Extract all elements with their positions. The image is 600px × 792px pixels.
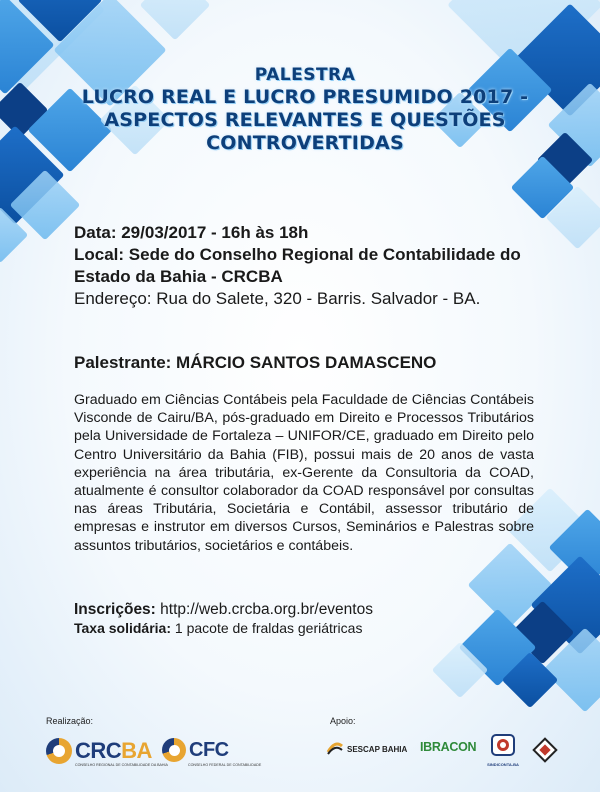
crcba-logo-text: CRCBA [75, 738, 152, 763]
registration [74, 600, 544, 638]
event-title [70, 64, 540, 155]
title-line-2: ASPECTOS RELEVANTES E QUESTÕES [104, 109, 506, 131]
title-kicker: PALESTRA [254, 65, 356, 85]
cfc-logo [162, 738, 229, 762]
sindiconta-text: SINDICONTA-BA [487, 762, 519, 767]
sescap-logo [326, 742, 407, 756]
apoio-label: Apoio: [330, 716, 356, 726]
speaker-heading: Palestrante: MÁRCIO SANTOS DAMASCENO [74, 353, 437, 372]
event-date: Data: 29/03/2017 - 16h às 18h [74, 223, 309, 242]
cfc-subtitle: CONSELHO FEDERAL DE CONTABILIDADE [188, 763, 262, 767]
cfc-logo-icon [162, 738, 186, 762]
event-venue-line1: Local: Sede do Conselho Regional de Contabilidade do [74, 245, 521, 264]
title-line-3: CONTROVERTIDAS [206, 132, 404, 154]
crcba-logo-icon [46, 738, 72, 764]
ibracon-logo: IBRACON [420, 740, 477, 754]
registration-label: Inscrições: [74, 601, 156, 618]
sindiconta-shield-icon [490, 733, 516, 757]
registration-line [74, 600, 544, 619]
sescap-icon [326, 742, 344, 756]
registration-url[interactable]: http://web.crcba.org.br/eventos [160, 601, 373, 618]
event-address: Endereço: Rua do Salete, 320 - Barris. Salvador - BA. [74, 289, 481, 308]
title-line-1: LUCRO REAL E LUCRO PRESUMIDO 2017 - [81, 86, 529, 108]
abracicon-logo [532, 737, 558, 768]
fee-line [74, 619, 544, 638]
realizacao-label: Realização: [46, 716, 94, 726]
sescap-text: SESCAP BAHIA [347, 744, 408, 754]
crcba-subtitle: CONSELHO REGIONAL DE CONTABILIDADE DA BAHIA [75, 763, 168, 767]
crcba-logo [46, 738, 152, 764]
speaker-heading-wrap [74, 352, 544, 374]
event-details [74, 222, 544, 310]
sindiconta-logo [487, 733, 519, 767]
cfc-logo-text: CFC [189, 739, 229, 761]
fee-label: Taxa solidária: [74, 620, 172, 636]
fee-value: 1 pacote de fraldas geriátricas [174, 620, 363, 636]
event-venue-line2: Estado da Bahia - CRCBA [74, 267, 283, 286]
speaker-bio: Graduado em Ciências Contábeis pela Faculdade de Ciências Contábeis Visconde de Cairu/BA, pós-graduado em Direito e Processos Tributários pela Universidade de Fortaleza – UNIFOR/CE, graduado em Direito pelo Centro Universitário da Bahia (FIB), possui mais de 20 anos de vasta experiência na área tributária, ex-Gerente da Consultoria da COAD, atualmente é consultor colaborador da COAD responsável por consultas nas áreas Tributária, Societária e Contábil, assessor tributário de empresas e instrutor em diversos Cursos, Seminários e Palestras sobre assuntos tributários, societários e contábeis. [74, 392, 534, 554]
abracicon-diamond-icon [532, 737, 558, 763]
